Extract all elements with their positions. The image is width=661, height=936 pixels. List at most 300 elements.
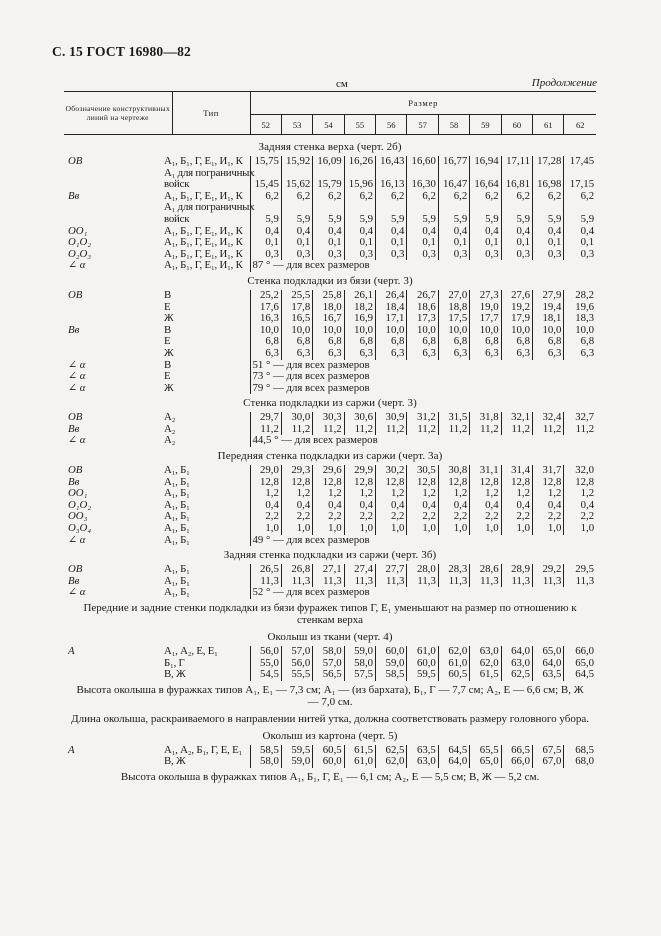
size-value: 0,3 [501, 249, 532, 261]
size-value: 59,0 [344, 646, 375, 658]
line-designation: ОВ [68, 288, 83, 301]
size-value: 11,2 [407, 424, 438, 436]
size-value: 6,2 [313, 191, 344, 203]
section-title-row [64, 394, 596, 412]
size-value: 2,2 [533, 511, 564, 523]
size-value: 18,0 [313, 302, 344, 314]
table-row [64, 237, 596, 249]
note-row [64, 599, 596, 628]
size-value: 26,4 [376, 290, 407, 302]
cap-type: А₁, Б₁, Г, Е₁, И₁, К [164, 236, 243, 249]
size-value: 63,5 [407, 745, 438, 757]
size-value: 16,98 [533, 179, 564, 191]
size-value: 10,0 [564, 325, 596, 337]
size-value: 62,0 [376, 756, 407, 768]
size-value: 1,0 [250, 523, 281, 535]
size-value: 63,0 [470, 646, 501, 658]
size-value: 16,3 [250, 313, 281, 325]
size-value: 32,7 [564, 412, 596, 424]
cap-type: В, Ж [164, 668, 186, 681]
size-value: 1,2 [313, 488, 344, 500]
size-value: 1,0 [376, 523, 407, 535]
size-value: 6,3 [501, 348, 532, 360]
size-value: 12,8 [281, 477, 312, 489]
size-value: 11,2 [438, 424, 469, 436]
size-value: 60,0 [376, 646, 407, 658]
size-value: 55,0 [250, 658, 281, 670]
table-row [64, 435, 596, 447]
size-value: 16,30 [407, 179, 438, 191]
size-value: 16,43 [376, 156, 407, 168]
size-value: 6,8 [533, 336, 564, 348]
size-value: 61,0 [344, 756, 375, 768]
size-value: 12,8 [470, 477, 501, 489]
size-col-header: 58 [438, 115, 469, 135]
size-value: 6,2 [344, 191, 375, 203]
cap-type: А₁, Б₁ [164, 574, 190, 587]
size-value: 16,5 [281, 313, 312, 325]
table-note: Передние и задние стенки подкладки из бязи фуражек типов Г, Е₁ уменьшают на размер по отношению к стенкам верха [83, 602, 577, 626]
size-value: 6,8 [470, 336, 501, 348]
note-row [64, 768, 596, 785]
size-value: 2,2 [281, 511, 312, 523]
cap-type: А₁ для пограничных [164, 166, 255, 179]
size-value: 6,2 [470, 191, 501, 203]
size-value: 0,4 [313, 500, 344, 512]
size-value: 16,09 [313, 156, 344, 168]
table-row [64, 313, 596, 325]
section-title-row [64, 727, 596, 745]
cap-type: А₁, Б₁ [164, 563, 190, 576]
size-value: 32,4 [533, 412, 564, 424]
size-value: 17,15 [564, 179, 596, 191]
size-value: 64,0 [438, 756, 469, 768]
size-value: 11,2 [564, 424, 596, 436]
note-row [64, 710, 596, 727]
size-value: 18,6 [407, 302, 438, 314]
size-value: 0,4 [344, 500, 375, 512]
size-value: 1,2 [250, 488, 281, 500]
table-row [64, 156, 596, 168]
size-value: 1,0 [533, 523, 564, 535]
size-value: 27,9 [533, 290, 564, 302]
size-value: 11,3 [438, 576, 469, 588]
cap-type: А₁, Б₁, Г, Е₁, И₁, К [164, 189, 243, 202]
size-value: 0,4 [407, 500, 438, 512]
size-value: 11,2 [250, 424, 281, 436]
size-value: 6,2 [407, 191, 438, 203]
size-value: 27,0 [438, 290, 469, 302]
size-value: 6,2 [281, 191, 312, 203]
table-row [64, 290, 596, 302]
size-value: 11,3 [281, 576, 312, 588]
size-value: 6,2 [376, 191, 407, 203]
size-value: 0,3 [470, 249, 501, 261]
line-designation: ОВ [68, 563, 83, 576]
line-designation: ОВ [68, 155, 83, 167]
section-title-row [64, 546, 596, 564]
size-value: 59,5 [281, 745, 312, 757]
size-value: 56,0 [250, 646, 281, 658]
size-value: 57,0 [313, 658, 344, 670]
size-value: 56,5 [313, 669, 344, 681]
size-value: 61,5 [344, 745, 375, 757]
size-value: 55,5 [281, 669, 312, 681]
table-note: Высота околыша в фуражках типов А₁, Е₁ — 7,3 см; А₁ — (из бархата), Б₁, Г — 7,7 см; А₂, Е — 6,6 см; В, Ж — 7,0 см. [76, 683, 584, 708]
line-designation: О₁О₂ [68, 236, 92, 249]
size-value: 1,2 [438, 488, 469, 500]
size-value: 0,4 [250, 500, 281, 512]
size-value: 26,7 [407, 290, 438, 302]
size-value: 12,8 [407, 477, 438, 489]
size-value: 10,0 [281, 325, 312, 337]
size-value: 28,2 [564, 290, 596, 302]
table-row [64, 383, 596, 395]
size-col-header: 60 [501, 115, 532, 135]
size-value: 16,64 [470, 179, 501, 191]
size-value: 1,0 [407, 523, 438, 535]
size-value: 12,8 [313, 477, 344, 489]
size-value: 6,8 [250, 336, 281, 348]
line-designation: Вв [68, 574, 80, 587]
size-value: 57,5 [344, 669, 375, 681]
angle-value: 73 ° — для всех размеров [250, 371, 596, 383]
table-note: Высота околыша в фуражках типов А₁, Б₁, Г, Е₁ — 6,1 см; А₂, Е — 5,5 см; В, Ж — 5,2 см. [120, 770, 540, 783]
size-col-header: 54 [313, 115, 344, 135]
size-value: 0,1 [281, 237, 312, 249]
size-value: 18,8 [438, 302, 469, 314]
size-value: 30,6 [344, 412, 375, 424]
size-value: 1,0 [501, 523, 532, 535]
size-value: 64,5 [438, 745, 469, 757]
size-value: 11,2 [533, 424, 564, 436]
size-value: 11,3 [470, 576, 501, 588]
line-designation: ОО₁ [68, 224, 88, 237]
size-value: 67,5 [533, 745, 564, 757]
size-value: 61,0 [438, 658, 469, 670]
cap-type: Е [164, 300, 171, 313]
size-value: 67,0 [533, 756, 564, 768]
table-note: Длина околыша, раскраиваемого в направлении нитей утка, должна соответствовать размеру головного убора. [71, 712, 589, 725]
size-value: 5,9 [501, 214, 532, 226]
size-value: 0,4 [438, 226, 469, 238]
cap-type: А₁, А₂, Е, Е₁ [164, 645, 218, 657]
size-value: 0,4 [438, 500, 469, 512]
cap-type: В, Ж [164, 755, 186, 768]
line-designation: ОО₃ [68, 510, 88, 523]
size-value: 0,3 [313, 249, 344, 261]
size-value: 60,0 [313, 756, 344, 768]
line-designation: ∠ α [68, 358, 86, 371]
size-value: 62,0 [438, 646, 469, 658]
size-value: 0,4 [533, 226, 564, 238]
size-value: 62,0 [470, 658, 501, 670]
size-value: 59,5 [407, 669, 438, 681]
size-value: 0,4 [470, 226, 501, 238]
line-designation: А [68, 645, 75, 657]
size-col-header: 62 [564, 115, 596, 135]
line-designation: ∠ α [68, 259, 86, 272]
size-value: 0,4 [281, 226, 312, 238]
size-value: 29,6 [313, 465, 344, 477]
size-value: 16,47 [438, 179, 469, 191]
size-value: 29,0 [250, 465, 281, 477]
size-value: 62,5 [376, 745, 407, 757]
size-value: 1,0 [438, 523, 469, 535]
size-value: 30,9 [376, 412, 407, 424]
cap-type: В [164, 288, 172, 301]
size-value: 17,7 [470, 313, 501, 325]
table-row [64, 646, 596, 658]
size-value: 12,8 [344, 477, 375, 489]
size-value: 31,1 [470, 465, 501, 477]
size-value: 1,2 [470, 488, 501, 500]
size-value: 17,28 [533, 156, 564, 168]
size-value: 65,5 [470, 745, 501, 757]
size-value: 0,3 [281, 249, 312, 261]
size-value: 30,8 [438, 465, 469, 477]
size-value: 0,4 [344, 226, 375, 238]
size-value: 27,3 [470, 290, 501, 302]
size-value: 11,2 [376, 424, 407, 436]
angle-value: 49 ° — для всех размеров [250, 535, 596, 547]
size-value: 12,8 [438, 477, 469, 489]
size-value: 59,0 [376, 658, 407, 670]
size-value: 0,4 [533, 500, 564, 512]
size-value: 6,3 [344, 348, 375, 360]
size-value: 28,9 [501, 564, 532, 576]
size-value: 5,9 [281, 214, 312, 226]
size-value: 29,9 [344, 465, 375, 477]
table-row [64, 348, 596, 360]
size-value: 10,0 [376, 325, 407, 337]
size-value: 17,3 [407, 313, 438, 325]
size-value: 6,8 [407, 336, 438, 348]
size-value: 65,0 [564, 658, 596, 670]
size-value: 26,5 [250, 564, 281, 576]
unit-label: см [336, 78, 348, 90]
size-value: 26,1 [344, 290, 375, 302]
size-value: 25,8 [313, 290, 344, 302]
size-value: 17,6 [250, 302, 281, 314]
size-value: 6,8 [281, 336, 312, 348]
size-value: 0,3 [438, 249, 469, 261]
size-value: 19,6 [564, 302, 596, 314]
size-value: 29,3 [281, 465, 312, 477]
size-value: 18,3 [564, 313, 596, 325]
size-value: 61,0 [407, 646, 438, 658]
size-value: 2,2 [438, 511, 469, 523]
size-value: 15,79 [313, 179, 344, 191]
size-value: 60,5 [313, 745, 344, 757]
continuation-label: Продолжение [531, 77, 597, 89]
size-value: 17,9 [501, 313, 532, 325]
size-value: 5,9 [470, 214, 501, 226]
size-value: 6,3 [281, 348, 312, 360]
size-value: 5,9 [313, 214, 344, 226]
line-designation [64, 168, 144, 180]
size-value: 2,2 [250, 511, 281, 523]
size-value: 57,0 [281, 646, 312, 658]
size-value: 0,1 [250, 237, 281, 249]
size-value: 16,13 [376, 179, 407, 191]
line-designation: Вв [68, 323, 80, 336]
cap-type: А₁, Б₁, Г, Е₁, И₁, К [164, 155, 243, 167]
size-value: 2,2 [313, 511, 344, 523]
size-value: 6,2 [501, 191, 532, 203]
size-value: 27,6 [501, 290, 532, 302]
size-value: 16,26 [344, 156, 375, 168]
size-value: 1,2 [564, 488, 596, 500]
size-value: 0,1 [376, 237, 407, 249]
size-value: 6,8 [313, 336, 344, 348]
size-value: 5,9 [376, 214, 407, 226]
size-value: 2,2 [376, 511, 407, 523]
size-value: 2,2 [501, 511, 532, 523]
cap-type: Е [164, 335, 171, 348]
size-value: 58,0 [344, 658, 375, 670]
table-row [64, 371, 596, 383]
designation-header: Обозначение конструктивных линий на чертеже [64, 92, 172, 135]
table-row [64, 214, 596, 226]
cap-type: А₁, Б₁, Г, Е₁, И₁, К [164, 259, 243, 272]
size-value: 15,75 [250, 156, 281, 168]
line-designation: ОВ [68, 464, 83, 477]
line-designation: ОВ [68, 411, 83, 424]
size-value: 5,9 [438, 214, 469, 226]
section-title: Стенка подкладки из бязи (черт. 3) [247, 274, 413, 287]
size-value: 54,5 [250, 669, 281, 681]
size-value: 0,3 [564, 249, 596, 261]
size-value: 12,8 [501, 477, 532, 489]
size-value: 66,0 [501, 756, 532, 768]
size-value: 11,2 [344, 424, 375, 436]
size-value: 58,5 [376, 669, 407, 681]
size-value: 0,4 [376, 500, 407, 512]
size-value: 6,8 [564, 336, 596, 348]
size-value: 6,2 [250, 191, 281, 203]
line-designation [64, 313, 144, 325]
size-value: 17,11 [501, 156, 532, 168]
table-row [64, 523, 596, 535]
size-value: 30,5 [407, 465, 438, 477]
cap-type: А₁, Б₁ [164, 586, 190, 599]
size-value: 12,8 [376, 477, 407, 489]
size-value: 27,1 [313, 564, 344, 576]
line-designation: ∠ α [68, 586, 86, 599]
cap-type: В [164, 323, 172, 336]
size-value: 18,4 [376, 302, 407, 314]
type-header: Тип [172, 92, 250, 135]
size-value: 25,2 [250, 290, 281, 302]
cap-type: Ж [164, 346, 174, 359]
table-header [64, 91, 596, 135]
size-col-header: 53 [281, 115, 312, 135]
size-value: 15,45 [250, 179, 281, 191]
size-value: 10,0 [501, 325, 532, 337]
cap-type: В [164, 358, 172, 371]
line-designation: Вв [68, 475, 80, 488]
size-value: 0,3 [250, 249, 281, 261]
size-value: 16,60 [407, 156, 438, 168]
angle-value: 87 ° — для всех размеров [250, 260, 596, 272]
size-value: 5,9 [407, 214, 438, 226]
cap-type: А₁, Б₁ [164, 464, 190, 477]
section-title: Стенка подкладки из саржи (черт. 3) [243, 397, 417, 410]
size-value: 31,4 [501, 465, 532, 477]
size-value: 0,4 [564, 500, 596, 512]
size-value: 64,0 [533, 658, 564, 670]
size-value: 11,3 [313, 576, 344, 588]
size-value: 11,3 [564, 576, 596, 588]
size-value: 0,1 [533, 237, 564, 249]
size-value: 16,7 [313, 313, 344, 325]
size-value: 58,5 [250, 745, 281, 757]
line-designation [64, 214, 144, 226]
size-value: 58,0 [313, 646, 344, 658]
size-value: 1,0 [281, 523, 312, 535]
size-value: 2,2 [407, 511, 438, 523]
line-designation [64, 658, 144, 670]
size-value: 32,0 [564, 465, 596, 477]
section-title: Околыш из картона (черт. 5) [262, 729, 398, 742]
cap-type: А₁, Б₁ [164, 498, 190, 511]
size-header: Размер [250, 92, 596, 115]
size-value: 29,7 [250, 412, 281, 424]
size-value: 12,8 [533, 477, 564, 489]
size-col-header: 57 [407, 115, 438, 135]
size-value: 1,2 [344, 488, 375, 500]
size-value: 18,1 [533, 313, 564, 325]
size-value: 11,3 [533, 576, 564, 588]
size-value: 66,5 [501, 745, 532, 757]
size-value: 2,2 [344, 511, 375, 523]
line-designation: ОО₁ [68, 487, 88, 500]
size-value: 16,81 [501, 179, 532, 191]
size-value: 59,0 [281, 756, 312, 768]
size-value: 65,0 [470, 756, 501, 768]
size-value: 16,9 [344, 313, 375, 325]
size-value: 6,3 [564, 348, 596, 360]
line-designation [64, 302, 144, 314]
cap-type: войск [164, 212, 190, 225]
size-value: 31,2 [407, 412, 438, 424]
size-value: 6,3 [250, 348, 281, 360]
note-row [64, 681, 596, 710]
size-value: 56,0 [281, 658, 312, 670]
table-row [64, 260, 596, 272]
size-value: 1,2 [376, 488, 407, 500]
line-designation: А [68, 743, 75, 756]
size-value: 0,4 [250, 226, 281, 238]
size-value: 0,4 [470, 500, 501, 512]
size-value: 0,1 [344, 237, 375, 249]
size-col-header: 61 [533, 115, 564, 135]
angle-value: 52 ° — для всех размеров [250, 587, 596, 599]
size-value: 30,0 [281, 412, 312, 424]
size-value: 6,8 [376, 336, 407, 348]
cap-type: А₁, Б₁ [164, 533, 190, 546]
table-row [64, 756, 596, 768]
size-value: 25,5 [281, 290, 312, 302]
size-value: 63,0 [501, 658, 532, 670]
size-value: 64,5 [564, 669, 596, 681]
table-row [64, 669, 596, 681]
size-col-header: 59 [470, 115, 501, 135]
cap-type: А₁ для пограничных [164, 201, 255, 214]
page-title: С. 15 ГОСТ 16980—82 [52, 44, 191, 59]
size-value: 1,0 [564, 523, 596, 535]
